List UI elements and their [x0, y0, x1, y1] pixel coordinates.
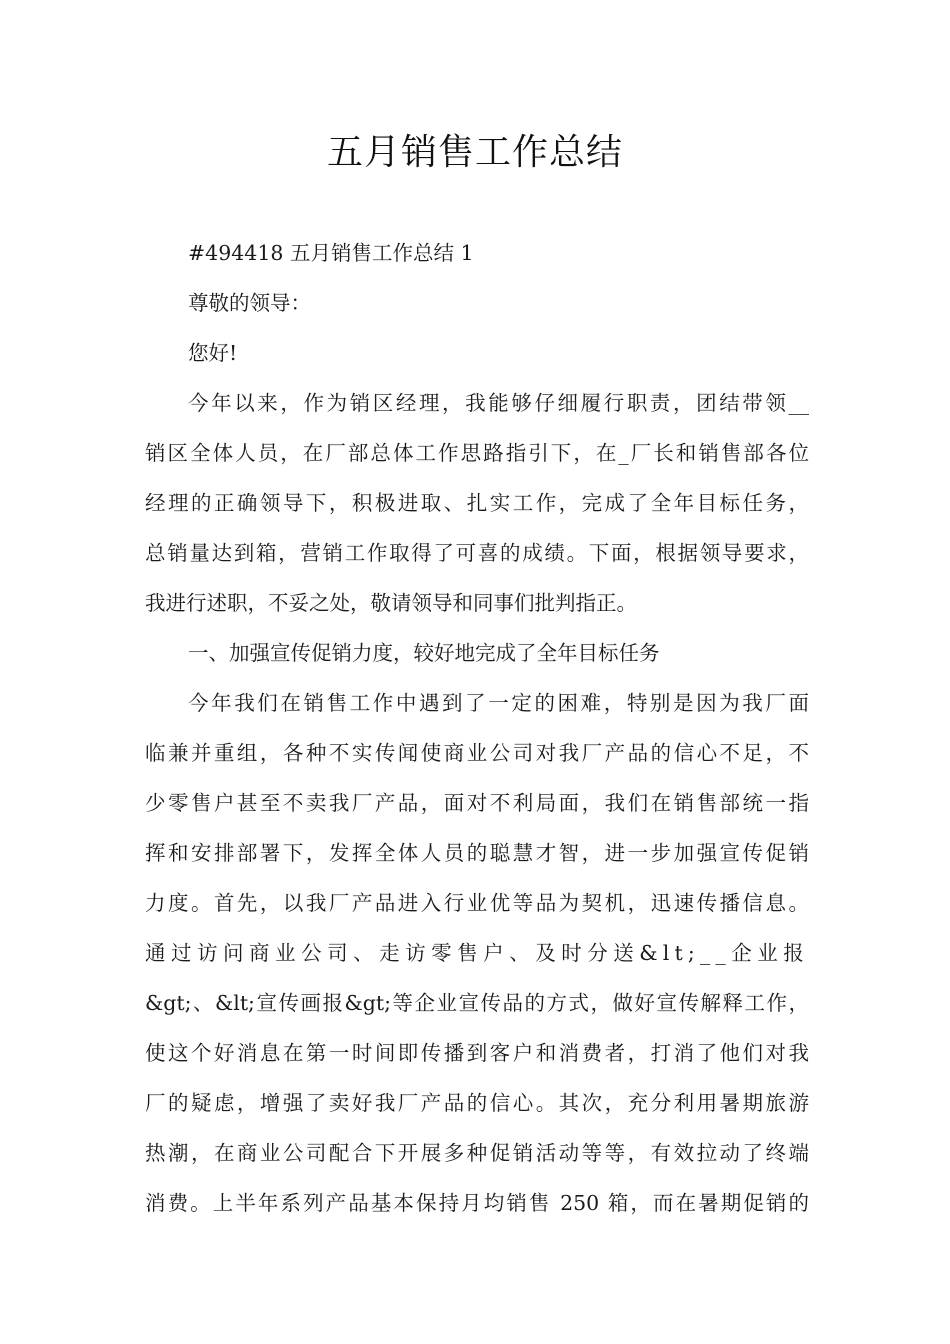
paragraph-line: 经理的正确领导下，积极进取、扎实工作，完成了全年目标任务， — [145, 491, 809, 515]
paragraph-line: 使这个好消息在第一时间即传播到客户和消费者，打消了他们对我 — [145, 1041, 809, 1065]
paragraph-line: 我进行述职，不妥之处，敬请领导和同事们批判指正。 — [145, 591, 637, 615]
paragraph-line: 挥和安排部署下，发挥全体人员的聪慧才智，进一步加强宣传促销 — [145, 841, 809, 865]
paragraph-line: 临兼并重组，各种不实传闻使商业公司对我厂产品的信心不足，不 — [145, 741, 809, 765]
paragraph-line: 力度。首先，以我厂产品进入行业优等品为契机，迅速传播信息。 — [145, 891, 809, 915]
greeting: 您好! — [188, 341, 238, 365]
paragraph-line: 销区全体人员，在厂部总体工作思路指引下，在_厂长和销售部各位 — [145, 441, 809, 465]
paragraph-line: 热潮，在商业公司配合下开展多种促销活动等等，有效拉动了终端 — [145, 1141, 809, 1165]
paragraph-line: 厂的疑虑，增强了卖好我厂产品的信心。其次，充分利用暑期旅游 — [145, 1091, 809, 1115]
paragraph-line: 消费。上半年系列产品基本保持月均销售 250 箱，而在暑期促销的 — [145, 1191, 809, 1215]
section-heading: 一、加强宣传促销力度，较好地完成了全年目标任务 — [188, 641, 660, 665]
paragraph-line: 总销量达到箱，营销工作取得了可喜的成绩。下面，根据领导要求， — [145, 541, 809, 565]
doc-id-line: #494418 五月销售工作总结 1 — [188, 241, 474, 265]
paragraph-line: &gt;、&lt;宣传画报&gt;等企业宣传品的方式，做好宣传解释工作， — [145, 991, 809, 1015]
paragraph-line: 通过访问商业公司、走访零售户、及时分送&lt;__企业报 — [145, 941, 809, 965]
document-title: 五月销售工作总结 — [326, 132, 623, 173]
paragraph-line: 少零售户甚至不卖我厂产品，面对不利局面，我们在销售部统一指 — [145, 791, 809, 815]
salutation: 尊敬的领导： — [188, 291, 311, 315]
paragraph-line: 今年以来，作为销区经理，我能够仔细履行职责，团结带领__ — [188, 391, 809, 415]
paragraph-line: 今年我们在销售工作中遇到了一定的困难，特别是因为我厂面 — [188, 691, 809, 715]
